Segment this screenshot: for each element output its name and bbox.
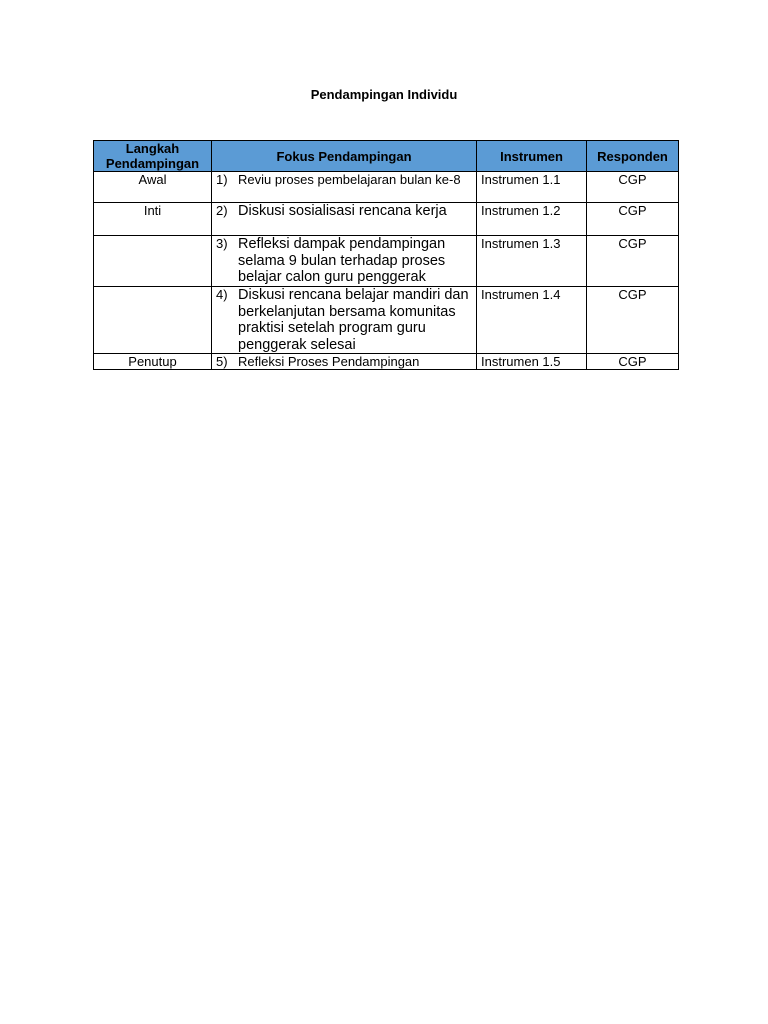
focus-text: Reviu proses pembelajaran bulan ke-8	[238, 172, 461, 187]
respondent-cell: CGP	[587, 354, 679, 370]
header-instrument: Instrumen	[477, 141, 587, 172]
respondent-cell: CGP	[587, 287, 679, 354]
table-row	[94, 236, 679, 287]
respondent-cell: CGP	[587, 236, 679, 287]
instrument-cell: Instrumen 1.5	[477, 354, 587, 370]
focus-cell	[212, 287, 477, 354]
table-header-row	[94, 141, 679, 172]
instrument-cell: Instrumen 1.1	[477, 172, 587, 203]
instrument-cell: Instrumen 1.3	[477, 236, 587, 287]
step-cell	[94, 236, 212, 287]
item-number: 3)	[216, 236, 228, 251]
item-number: 1)	[216, 172, 228, 187]
header-step: Langkah Pendampingan	[94, 141, 212, 172]
table-row	[94, 354, 679, 370]
focus-cell	[212, 172, 477, 203]
document-title: Pendampingan Individu	[310, 87, 458, 102]
table-row	[94, 172, 679, 203]
item-number: 5)	[216, 354, 228, 369]
table-row	[94, 287, 679, 354]
item-number: 2)	[216, 203, 228, 218]
item-number: 4)	[216, 287, 228, 302]
focus-cell	[212, 203, 477, 236]
focus-cell	[212, 236, 477, 287]
step-cell: Inti	[94, 203, 212, 236]
respondent-cell: CGP	[587, 172, 679, 203]
respondent-cell: CGP	[587, 203, 679, 236]
focus-text: Diskusi sosialisasi rencana kerja	[238, 203, 447, 219]
focus-text: Refleksi Proses Pendampingan	[238, 354, 420, 369]
header-respondent: Responden	[587, 141, 679, 172]
focus-cell	[212, 354, 477, 370]
header-focus: Fokus Pendampingan	[212, 141, 477, 172]
focus-text: Diskusi rencana belajar mandiri dan berkelanjutan bersama komunitas praktisi setelah program guru penggerak selesai	[238, 287, 469, 353]
instrument-cell: Instrumen 1.4	[477, 287, 587, 354]
mentoring-table	[93, 140, 679, 370]
table-row	[94, 203, 679, 236]
focus-text: Refleksi dampak pendampingan selama 9 bulan terhadap proses belajar calon guru penggerak	[238, 236, 446, 285]
step-cell	[94, 287, 212, 354]
step-cell: Awal	[94, 172, 212, 203]
step-cell: Penutup	[94, 354, 212, 370]
instrument-cell: Instrumen 1.2	[477, 203, 587, 236]
